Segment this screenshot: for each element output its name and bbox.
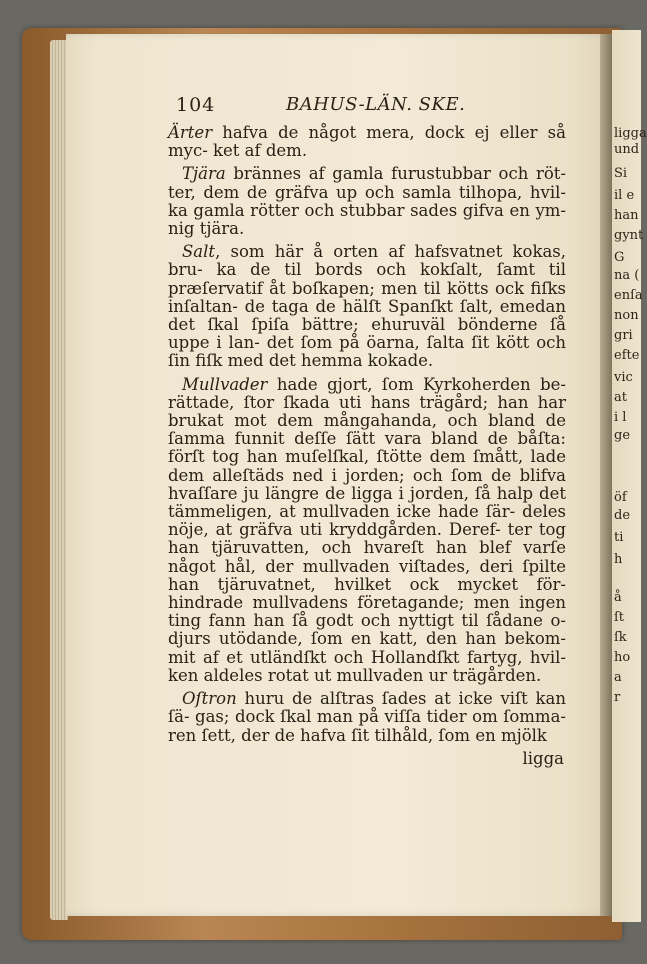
- running-title: BAHUS-LÄN. SKE.: [286, 94, 466, 115]
- facing-text-fragment: a: [614, 670, 622, 685]
- facing-text-fragment: G: [614, 250, 625, 265]
- facing-text-fragment: ſk: [614, 630, 627, 645]
- facing-text-fragment: de: [614, 508, 631, 523]
- facing-text-fragment: gynt: [614, 228, 644, 243]
- page-number: 104: [176, 94, 216, 116]
- paragraph-lead-word: Mullvader: [182, 374, 268, 394]
- facing-text-fragment: efte: [614, 348, 640, 363]
- paragraph-text: , som här å orten af hafsvatnet kokas, bru- ka de til bords och kokſalt, ſamt til præſervatif åt boſkapen; men til kötts ock fiſks inſaltan- de taga de hälſt Spanſkt ſalt, emedan det ſkal ſpiſa bättre; ehuruväl bönderne ſå uppe i lan- det ſom på öarna, ſalta ſit kött och ſin fiſk med det hemma kokade.: [168, 242, 566, 371]
- facing-text-fragment: ſt: [614, 610, 625, 625]
- facing-text-fragment: gri: [614, 328, 633, 343]
- paragraph-lead-word: Oſtron: [182, 689, 237, 709]
- page-header: [176, 94, 476, 116]
- facing-text-fragment: r: [614, 690, 621, 705]
- facing-text-fragment: öf: [614, 490, 627, 505]
- facing-text-fragment: at: [614, 390, 627, 405]
- facing-text-fragment: vic: [614, 370, 633, 385]
- facing-text-fragment: und: [614, 142, 640, 157]
- facing-text-fragment: non: [614, 308, 639, 323]
- paragraph-salt: [168, 243, 566, 370]
- paragraph-text: brännes af gamla furustubbar och röt- ter, dem de gräfva up och samla tilhopa, hvil- ka gamla rötter och stubbar sades gifva en ym- nig tjära.: [168, 164, 566, 239]
- catchword: ligga: [522, 748, 564, 768]
- facing-page: [612, 30, 647, 922]
- body-text: [168, 124, 566, 768]
- facing-text-fragment: na (: [614, 268, 640, 283]
- paragraph-text: hade gjort, ſom Kyrkoherden be- rättade, ſtor ſkada uti hans trägård; han har brukat mot dem mångahanda, och bland de ſamma funnit deſſe ſätt vara bland de båſta: förſt tog han muſelſkal, ſtötte dem ſmått, lade dem alleſtäds ned i jorden; och ſom de blifva hvaſſare ju längre de ligga i jorden, ſå halp det tämmeligen, at mullvaden icke hade ſär- deles nöje, at gräfva uti kryddgården. Deref- ter tog han tjäruvatten, och hvareſt han blef varſe något hål, der mullvaden viſtades, deri ſpilte han tjäruvatnet, hvilket ock mycket för- hindrade mullvadens företagande; men ingen ting fann han ſå godt och nyttigt til ſådane o- djurs utödande, ſom en katt, den han bekom- mit af et utländſkt och Hollandſkt fartyg, hvil- ken aldeles rotat ut mullvaden ur trägården.: [168, 374, 566, 685]
- facing-text-fragment: h: [614, 552, 623, 567]
- facing-text-fragment: i l: [614, 410, 627, 425]
- facing-text-fragment: enſa: [614, 288, 643, 303]
- facing-text-fragment: ge: [614, 428, 631, 443]
- facing-text-fragment: ti: [614, 530, 624, 545]
- paragraph-text: hafva de något mera, dock ej eller så myc- ket af dem.: [168, 123, 566, 161]
- paragraph-lead-word: Ärter: [168, 123, 213, 142]
- paragraph-text: huru de alſtras ſades at icke viſt kan ſä- gas; dock ſkal man på viſſa tider om ſomma- ren ſett, der de hafva ſit tilhåld, ſom en mjölk: [168, 689, 566, 745]
- paragraph-lead-word: Tjära: [182, 164, 226, 184]
- paragraph-ostron: [168, 690, 566, 745]
- facing-text-fragment: Si: [614, 166, 628, 181]
- paragraph-arter: [168, 124, 566, 160]
- paragraph-tjara: [168, 165, 566, 238]
- facing-text-fragment: ligga: [614, 126, 647, 141]
- paragraph-lead-word: Salt: [182, 242, 216, 262]
- paragraph-mullvader: [168, 376, 566, 685]
- facing-text-fragment: il e: [614, 188, 635, 203]
- facing-text-fragment: å: [614, 590, 622, 605]
- facing-text-fragment: han: [614, 208, 639, 223]
- facing-text-fragment: ho: [614, 650, 631, 665]
